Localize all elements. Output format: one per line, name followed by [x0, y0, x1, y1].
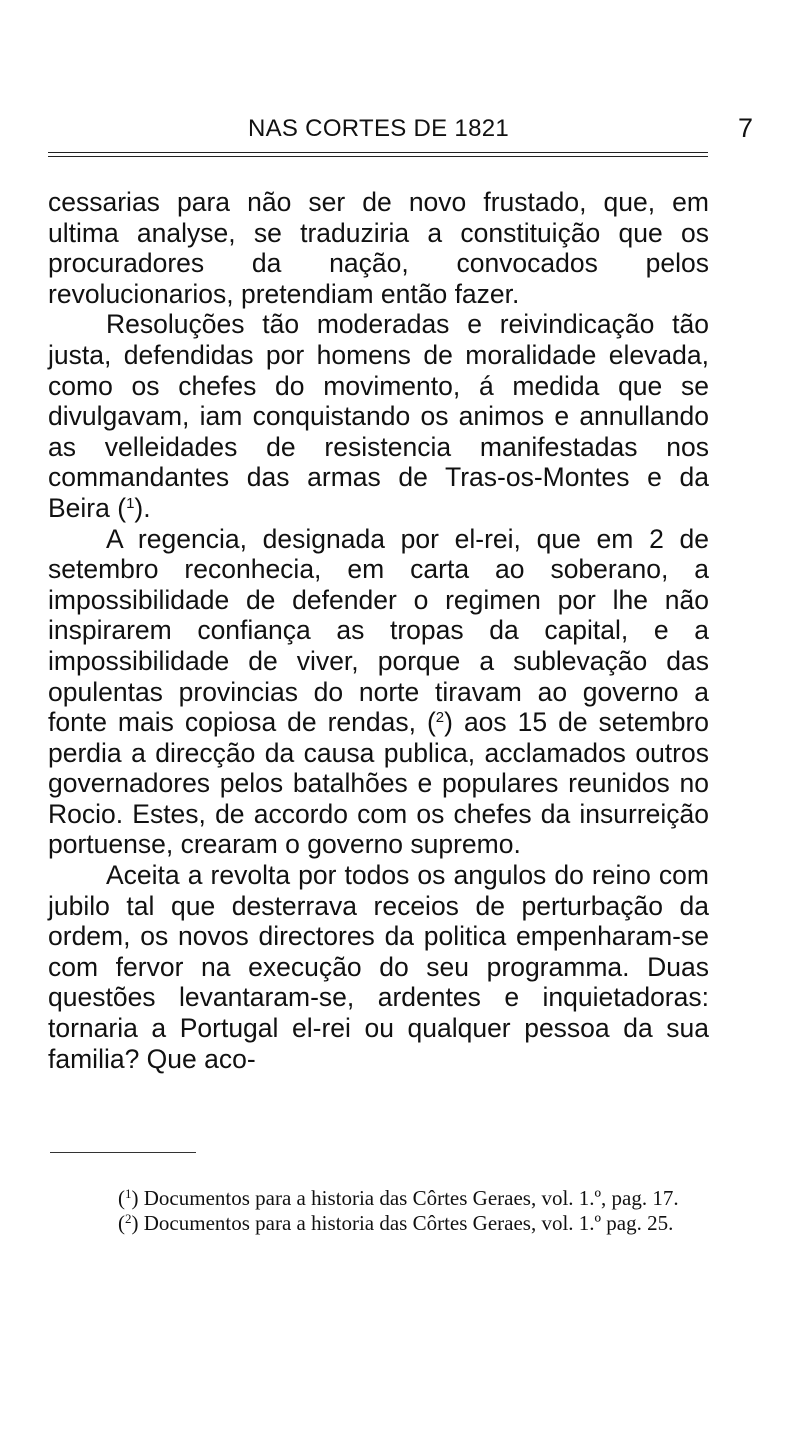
footnote-rule [50, 1152, 196, 1153]
footnote-2-open: ( [118, 1211, 125, 1235]
paragraph-3-text-b: ) aos 15 de setembro perdia a direcção da causa publica, acclamados outros governadores pelos batalhões e populares reunidos no Rocio. Estes, de accordo com os chefes da insurreição portuense, crearam o governo supremo. [48, 707, 710, 860]
footnote-ref-2[interactable]: 2 [435, 709, 445, 727]
footnote-2-mark: 2 [125, 1211, 132, 1226]
paragraph-1: cessarias para não ser de novo frustado, que, em ultima analyse, se traduziria a constituição que os procuradores da nação, convocados pelos revolucionarios, pretendiam então fazer. [48, 187, 709, 309]
footnote-2 [48, 1211, 710, 1236]
paragraph-2 [48, 309, 709, 523]
paragraph-3-text-a: A regencia, designada por el-rei, que em 2 de setembro reconhecia, em carta ao soberano, a impossibilidade de defender o regimen por lhe não inspirarem confiança as tropas da capital, e a impossibilidade de viver, porque a sublevação das opulentas provincias do norte tiravam ao governo a fonte mais copiosa de rendas, ( [48, 523, 709, 738]
running-head [48, 113, 753, 151]
paragraph-2-text: Resoluções tão moderadas e reivindicação tão justa, defendidas por homens de moralidade elevada, como os chefes do movimento, á medida que se divulgavam, iam conquistando os animos e annullando as velleidades de resistencia manifestadas nos commandantes das armas de Tras-os-Montes e da Beira ( [48, 309, 709, 523]
page-number: 7 [737, 113, 753, 143]
footnotes [48, 1186, 710, 1236]
body-text [48, 187, 709, 1074]
footnote-2-close: ) [131, 1211, 139, 1235]
footnote-1 [48, 1186, 710, 1211]
header-rule [48, 152, 708, 157]
paragraph-3 [48, 524, 709, 861]
footnote-ref-1[interactable]: 1 [126, 494, 135, 512]
paragraph-4: Aceita a revolta por todos os angulos do reino com jubilo tal que desterrava receios de perturbação da ordem, os novos directores da politica empenharam-se com fervor na execução do seu programma. Duas questões levantaram-se, ardentes e inquietadoras: tornaria a Portugal el-rei ou qualquer pessoa da sua familia? Que aco- [48, 860, 709, 1074]
paragraph-2-end: ). [134, 492, 151, 523]
footnote-1-close: ) [131, 1186, 139, 1210]
running-title: NAS CORTES DE 1821 [247, 115, 510, 142]
footnote-2-text: Documentos para a historia das Côrtes Geraes, vol. 1.º pag. 25. [138, 1211, 674, 1235]
footnote-1-open: ( [118, 1186, 125, 1210]
footnote-1-mark: 1 [125, 1186, 132, 1201]
footnote-1-text: Documentos para a historia das Côrtes Geraes, vol. 1.º, pag. 17. [138, 1186, 679, 1210]
